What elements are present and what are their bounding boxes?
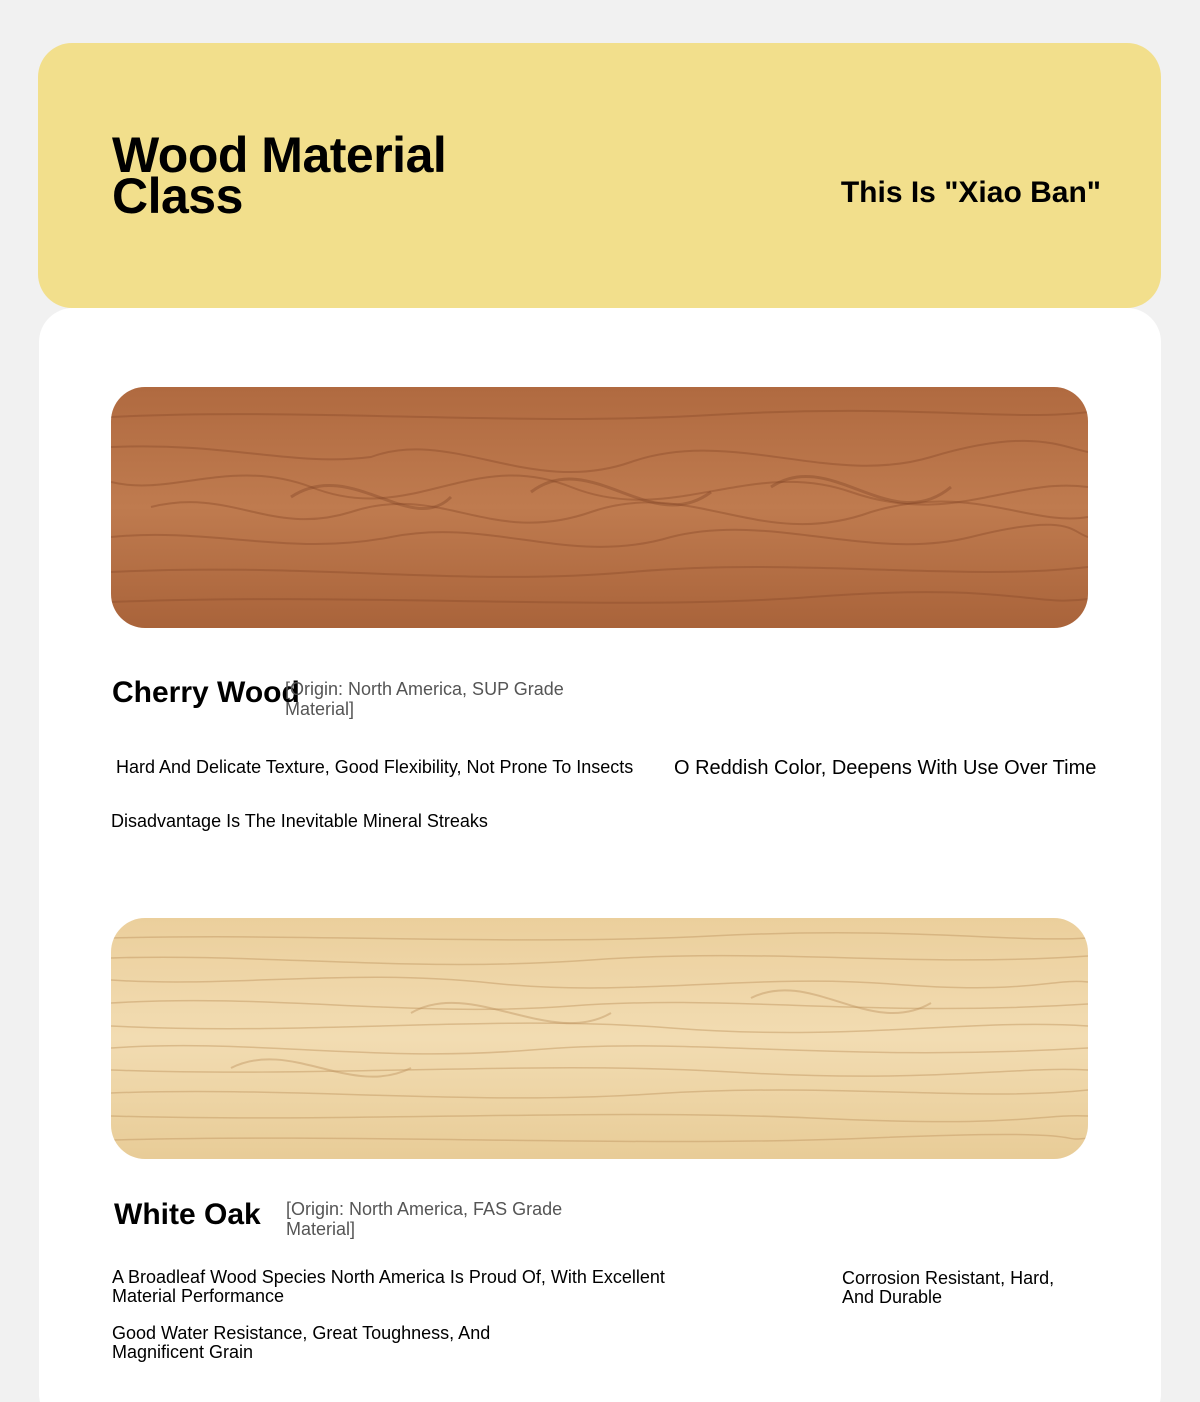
materials-card bbox=[39, 308, 1161, 1402]
wood-feature: O Reddish Color, Deepens With Use Over Time bbox=[674, 757, 1097, 779]
white-oak-image bbox=[111, 918, 1088, 1159]
white-oak-texture bbox=[111, 918, 1088, 1159]
wood-origin: [Origin: North America, FAS Grade Material] bbox=[286, 1199, 563, 1239]
cherry-wood-image bbox=[111, 387, 1088, 628]
wood-feature: Good Water Resistance, Great Toughness, And Magnificent Grain bbox=[112, 1323, 491, 1362]
wood-origin: [Origin: North America, SUP Grade Material] bbox=[285, 679, 564, 719]
wood-name: Cherry Wood bbox=[112, 676, 300, 709]
wood-name: White Oak bbox=[114, 1198, 261, 1231]
wood-feature: Disadvantage Is The Inevitable Mineral Streaks bbox=[111, 811, 488, 831]
page-title: Wood Material Class bbox=[112, 127, 447, 224]
page-subtitle: This Is "Xiao Ban" bbox=[840, 176, 1101, 209]
wood-feature: Corrosion Resistant, Hard, And Durable bbox=[842, 1268, 1055, 1307]
header-banner bbox=[38, 43, 1161, 308]
wood-feature: Hard And Delicate Texture, Good Flexibility, Not Prone To Insects bbox=[116, 757, 634, 777]
cherry-wood-texture bbox=[111, 387, 1088, 628]
wood-feature: A Broadleaf Wood Species North America Is Proud Of, With Excellent Material Performance bbox=[112, 1267, 665, 1306]
